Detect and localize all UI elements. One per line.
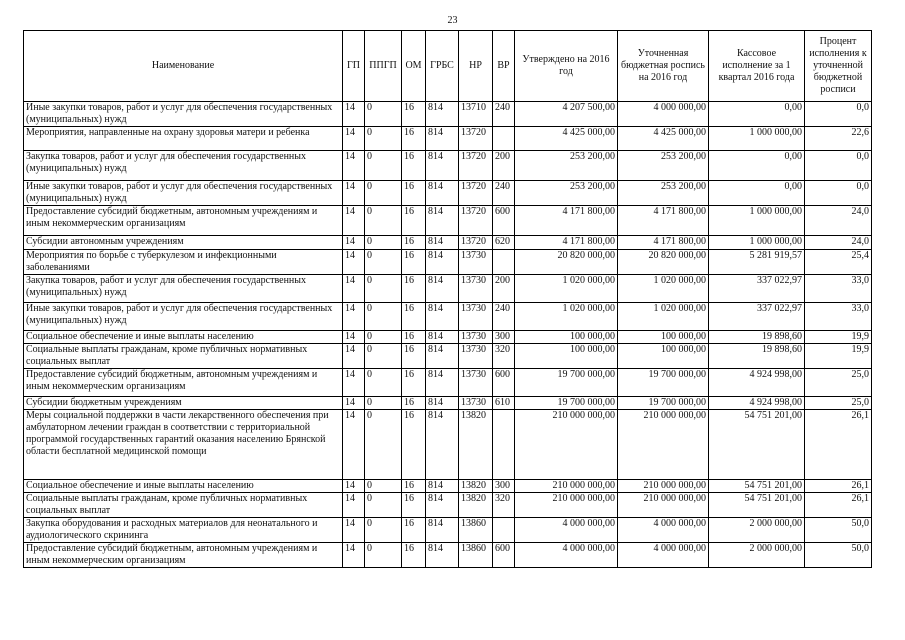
cell-gp: 14 (343, 410, 365, 480)
cell-cash: 1 000 000,00 (709, 236, 805, 250)
table-row (24, 410, 872, 480)
cell-name: Предоставление субсидий бюджетным, автономным учреждениям и иным некоммерческим организациям (24, 543, 343, 568)
cell-ppgp: 0 (365, 493, 402, 518)
cell-grbs: 814 (426, 151, 459, 181)
cell-percent: 0,0 (805, 102, 872, 127)
cell-grbs: 814 (426, 369, 459, 397)
cell-nr: 13820 (459, 410, 493, 480)
cell-budget: 4 425 000,00 (618, 127, 709, 151)
cell-percent: 26,1 (805, 410, 872, 480)
cell-approved: 20 820 000,00 (515, 250, 618, 275)
cell-cash: 1 000 000,00 (709, 206, 805, 236)
cell-gp: 14 (343, 236, 365, 250)
cell-percent: 19,9 (805, 331, 872, 344)
cell-vr: 320 (493, 493, 515, 518)
cell-nr: 13730 (459, 275, 493, 303)
cell-budget: 4 171 800,00 (618, 206, 709, 236)
cell-om: 16 (402, 303, 426, 331)
cell-grbs: 814 (426, 397, 459, 410)
cell-budget: 210 000 000,00 (618, 480, 709, 493)
cell-name: Социальное обеспечение и иные выплаты населению (24, 331, 343, 344)
cell-nr: 13720 (459, 181, 493, 206)
cell-approved: 4 171 800,00 (515, 236, 618, 250)
table-row (24, 303, 872, 331)
header-nr: НР (459, 31, 493, 102)
cell-cash: 337 022,97 (709, 275, 805, 303)
cell-gp: 14 (343, 543, 365, 568)
cell-ppgp: 0 (365, 127, 402, 151)
cell-nr: 13860 (459, 543, 493, 568)
cell-vr: 240 (493, 102, 515, 127)
cell-name: Субсидии автономным учреждениям (24, 236, 343, 250)
cell-grbs: 814 (426, 102, 459, 127)
cell-om: 16 (402, 480, 426, 493)
cell-gp: 14 (343, 397, 365, 410)
cell-name: Меры социальной поддержки в части лекарственного обеспечения при амбулаторном лечении граждан в соответствии с территориальной программой государственных гарантий оказания населению Брянской области бесплатной медицинской помощи (24, 410, 343, 480)
cell-grbs: 814 (426, 303, 459, 331)
cell-approved: 253 200,00 (515, 181, 618, 206)
cell-budget: 4 000 000,00 (618, 518, 709, 543)
cell-cash: 337 022,97 (709, 303, 805, 331)
cell-ppgp: 0 (365, 303, 402, 331)
cell-ppgp: 0 (365, 518, 402, 543)
cell-budget: 19 700 000,00 (618, 397, 709, 410)
cell-om: 16 (402, 410, 426, 480)
cell-om: 16 (402, 518, 426, 543)
cell-name: Мероприятия, направленные на охрану здоровья матери и ребенка (24, 127, 343, 151)
cell-name: Закупка оборудования и расходных материалов для неонатального и аудиологического скрининга (24, 518, 343, 543)
cell-grbs: 814 (426, 206, 459, 236)
header-grbs: ГРБС (426, 31, 459, 102)
cell-nr: 13730 (459, 397, 493, 410)
cell-budget: 100 000,00 (618, 331, 709, 344)
table-row (24, 206, 872, 236)
cell-gp: 14 (343, 151, 365, 181)
cell-percent: 33,0 (805, 303, 872, 331)
cell-gp: 14 (343, 303, 365, 331)
cell-approved: 19 700 000,00 (515, 397, 618, 410)
cell-cash: 54 751 201,00 (709, 493, 805, 518)
cell-nr: 13720 (459, 151, 493, 181)
cell-name: Иные закупки товаров, работ и услуг для обеспечения государственных (муниципальных) нужд (24, 181, 343, 206)
cell-vr: 610 (493, 397, 515, 410)
cell-om: 16 (402, 344, 426, 369)
table-row (24, 397, 872, 410)
table-row (24, 127, 872, 151)
cell-gp: 14 (343, 493, 365, 518)
budget-table (23, 30, 872, 568)
cell-vr: 620 (493, 236, 515, 250)
cell-gp: 14 (343, 480, 365, 493)
cell-percent: 26,1 (805, 493, 872, 518)
cell-budget: 19 700 000,00 (618, 369, 709, 397)
cell-ppgp: 0 (365, 344, 402, 369)
header-cash: Кассовое исполнение за 1 квартал 2016 года (709, 31, 805, 102)
cell-om: 16 (402, 369, 426, 397)
cell-gp: 14 (343, 250, 365, 275)
cell-vr (493, 127, 515, 151)
cell-vr: 300 (493, 480, 515, 493)
cell-ppgp: 0 (365, 250, 402, 275)
cell-om: 16 (402, 102, 426, 127)
cell-vr (493, 250, 515, 275)
cell-vr: 320 (493, 344, 515, 369)
cell-name: Мероприятия по борьбе с туберкулезом и инфекционными заболеваниями (24, 250, 343, 275)
cell-cash: 4 924 998,00 (709, 369, 805, 397)
cell-percent: 25,0 (805, 397, 872, 410)
cell-approved: 4 000 000,00 (515, 518, 618, 543)
cell-om: 16 (402, 543, 426, 568)
table-row (24, 331, 872, 344)
cell-om: 16 (402, 206, 426, 236)
cell-om: 16 (402, 493, 426, 518)
cell-ppgp: 0 (365, 102, 402, 127)
cell-budget: 253 200,00 (618, 181, 709, 206)
cell-approved: 253 200,00 (515, 151, 618, 181)
cell-nr: 13720 (459, 127, 493, 151)
cell-om: 16 (402, 397, 426, 410)
cell-nr: 13730 (459, 369, 493, 397)
cell-nr: 13730 (459, 303, 493, 331)
cell-nr: 13710 (459, 102, 493, 127)
cell-approved: 4 425 000,00 (515, 127, 618, 151)
cell-approved: 4 000 000,00 (515, 543, 618, 568)
cell-cash: 19 898,60 (709, 331, 805, 344)
table-row (24, 151, 872, 181)
cell-vr: 600 (493, 543, 515, 568)
cell-percent: 0,0 (805, 181, 872, 206)
cell-percent: 25,4 (805, 250, 872, 275)
table-row (24, 236, 872, 250)
cell-nr: 13820 (459, 480, 493, 493)
cell-percent: 24,0 (805, 206, 872, 236)
cell-budget: 1 020 000,00 (618, 275, 709, 303)
header-percent: Процент исполнения к уточненной бюджетной росписи (805, 31, 872, 102)
cell-name: Закупка товаров, работ и услуг для обеспечения государственных (муниципальных) нужд (24, 275, 343, 303)
cell-ppgp: 0 (365, 206, 402, 236)
cell-vr: 240 (493, 303, 515, 331)
table-header-row (24, 31, 872, 102)
cell-gp: 14 (343, 127, 365, 151)
cell-ppgp: 0 (365, 480, 402, 493)
table-row (24, 344, 872, 369)
cell-grbs: 814 (426, 480, 459, 493)
cell-percent: 19,9 (805, 344, 872, 369)
cell-budget: 1 020 000,00 (618, 303, 709, 331)
cell-vr: 200 (493, 151, 515, 181)
cell-grbs: 814 (426, 250, 459, 275)
table-row (24, 250, 872, 275)
cell-grbs: 814 (426, 181, 459, 206)
cell-percent: 50,0 (805, 543, 872, 568)
cell-grbs: 814 (426, 543, 459, 568)
cell-om: 16 (402, 127, 426, 151)
cell-cash: 0,00 (709, 102, 805, 127)
cell-grbs: 814 (426, 331, 459, 344)
cell-percent: 0,0 (805, 151, 872, 181)
cell-approved: 210 000 000,00 (515, 493, 618, 518)
cell-nr: 13820 (459, 493, 493, 518)
cell-vr: 600 (493, 206, 515, 236)
header-approved: Утверждено на 2016 год (515, 31, 618, 102)
cell-approved: 100 000,00 (515, 344, 618, 369)
cell-gp: 14 (343, 369, 365, 397)
cell-approved: 210 000 000,00 (515, 480, 618, 493)
cell-vr: 240 (493, 181, 515, 206)
cell-vr (493, 518, 515, 543)
cell-cash: 0,00 (709, 151, 805, 181)
cell-cash: 54 751 201,00 (709, 480, 805, 493)
cell-percent: 50,0 (805, 518, 872, 543)
table-row (24, 518, 872, 543)
cell-cash: 0,00 (709, 181, 805, 206)
cell-approved: 1 020 000,00 (515, 275, 618, 303)
header-ppgp: ППГП (365, 31, 402, 102)
cell-om: 16 (402, 250, 426, 275)
cell-om: 16 (402, 236, 426, 250)
cell-cash: 2 000 000,00 (709, 543, 805, 568)
cell-grbs: 814 (426, 236, 459, 250)
cell-gp: 14 (343, 275, 365, 303)
cell-budget: 100 000,00 (618, 344, 709, 369)
cell-grbs: 814 (426, 493, 459, 518)
cell-name: Социальное обеспечение и иные выплаты населению (24, 480, 343, 493)
cell-vr: 300 (493, 331, 515, 344)
cell-budget: 253 200,00 (618, 151, 709, 181)
cell-approved: 4 207 500,00 (515, 102, 618, 127)
cell-gp: 14 (343, 206, 365, 236)
cell-gp: 14 (343, 518, 365, 543)
cell-budget: 4 171 800,00 (618, 236, 709, 250)
cell-vr (493, 410, 515, 480)
cell-name: Предоставление субсидий бюджетным, автономным учреждениям и иным некоммерческим организациям (24, 369, 343, 397)
cell-nr: 13730 (459, 250, 493, 275)
cell-cash: 2 000 000,00 (709, 518, 805, 543)
header-vr: ВР (493, 31, 515, 102)
cell-approved: 19 700 000,00 (515, 369, 618, 397)
cell-name: Иные закупки товаров, работ и услуг для обеспечения государственных (муниципальных) нужд (24, 102, 343, 127)
cell-budget: 20 820 000,00 (618, 250, 709, 275)
cell-approved: 100 000,00 (515, 331, 618, 344)
cell-vr: 600 (493, 369, 515, 397)
table-row (24, 493, 872, 518)
cell-nr: 13720 (459, 206, 493, 236)
cell-budget: 4 000 000,00 (618, 102, 709, 127)
cell-cash: 1 000 000,00 (709, 127, 805, 151)
cell-grbs: 814 (426, 275, 459, 303)
cell-gp: 14 (343, 181, 365, 206)
cell-ppgp: 0 (365, 410, 402, 480)
cell-budget: 210 000 000,00 (618, 410, 709, 480)
cell-cash: 54 751 201,00 (709, 410, 805, 480)
cell-om: 16 (402, 275, 426, 303)
cell-om: 16 (402, 181, 426, 206)
cell-ppgp: 0 (365, 331, 402, 344)
cell-name: Субсидии бюджетным учреждениям (24, 397, 343, 410)
cell-nr: 13860 (459, 518, 493, 543)
cell-name: Социальные выплаты гражданам, кроме публичных нормативных социальных выплат (24, 344, 343, 369)
cell-name: Закупка товаров, работ и услуг для обеспечения государственных (муниципальных) нужд (24, 151, 343, 181)
cell-percent: 25,0 (805, 369, 872, 397)
cell-approved: 210 000 000,00 (515, 410, 618, 480)
cell-ppgp: 0 (365, 543, 402, 568)
cell-approved: 1 020 000,00 (515, 303, 618, 331)
cell-approved: 4 171 800,00 (515, 206, 618, 236)
cell-nr: 13730 (459, 344, 493, 369)
table-row (24, 369, 872, 397)
table-row (24, 275, 872, 303)
cell-percent: 26,1 (805, 480, 872, 493)
header-gp: ГП (343, 31, 365, 102)
cell-cash: 19 898,60 (709, 344, 805, 369)
table-row (24, 543, 872, 568)
cell-gp: 14 (343, 102, 365, 127)
cell-budget: 4 000 000,00 (618, 543, 709, 568)
cell-percent: 24,0 (805, 236, 872, 250)
cell-ppgp: 0 (365, 151, 402, 181)
cell-ppgp: 0 (365, 236, 402, 250)
cell-ppgp: 0 (365, 275, 402, 303)
cell-ppgp: 0 (365, 181, 402, 206)
cell-cash: 5 281 919,57 (709, 250, 805, 275)
cell-budget: 210 000 000,00 (618, 493, 709, 518)
cell-percent: 33,0 (805, 275, 872, 303)
cell-name: Иные закупки товаров, работ и услуг для обеспечения государственных (муниципальных) нужд (24, 303, 343, 331)
cell-name: Социальные выплаты гражданам, кроме публичных нормативных социальных выплат (24, 493, 343, 518)
cell-nr: 13730 (459, 331, 493, 344)
table-row (24, 181, 872, 206)
cell-vr: 200 (493, 275, 515, 303)
cell-grbs: 814 (426, 518, 459, 543)
cell-cash: 4 924 998,00 (709, 397, 805, 410)
cell-om: 16 (402, 331, 426, 344)
cell-grbs: 814 (426, 344, 459, 369)
table-row (24, 102, 872, 127)
page-number: 23 (447, 15, 458, 26)
cell-nr: 13720 (459, 236, 493, 250)
cell-grbs: 814 (426, 127, 459, 151)
cell-name: Предоставление субсидий бюджетным, автономным учреждениям и иным некоммерческим организациям (24, 206, 343, 236)
table-row (24, 480, 872, 493)
header-om: ОМ (402, 31, 426, 102)
header-name: Наименование (24, 31, 343, 102)
cell-gp: 14 (343, 331, 365, 344)
cell-ppgp: 0 (365, 369, 402, 397)
cell-om: 16 (402, 151, 426, 181)
cell-ppgp: 0 (365, 397, 402, 410)
cell-percent: 22,6 (805, 127, 872, 151)
header-budget: Уточненная бюджетная роспись на 2016 год (618, 31, 709, 102)
cell-grbs: 814 (426, 410, 459, 480)
table-body (24, 102, 872, 568)
cell-gp: 14 (343, 344, 365, 369)
